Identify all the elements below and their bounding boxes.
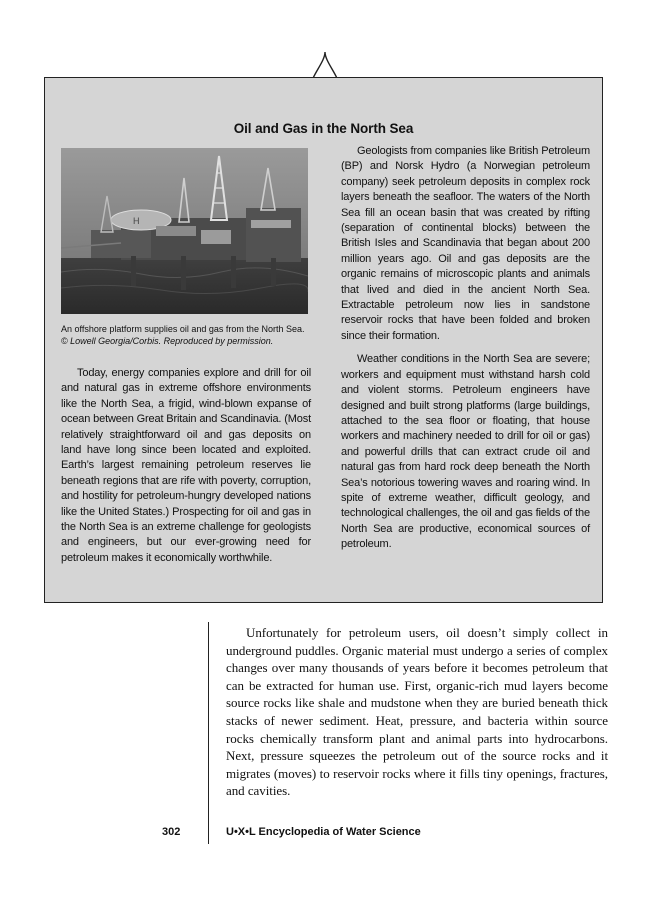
- sidebar-right-paragraph: Weather conditions in the North Sea are severe; workers and equipment must withstand harsh cold and violent storms. Petroleum engineers have designed and built strong platforms (large buildings, attached to the sea floor or floating, that house workers and machinery needed to drill for oil or gas) and powerful drills that can extract crude oil and natural gas from hard rock deep beneath the North Sea’s notorious towering waves and roaring wind. In spite of extreme weather, difficult geology, and technological challenges, the oil and gas fields of the North Sea are productive, economical sources of petroleum.: [341, 353, 590, 551]
- sidebar-right-column: [341, 144, 590, 561]
- caption-text: An offshore platform supplies oil and gas from the North Sea.: [61, 324, 305, 334]
- sidebar-title: Oil and Gas in the North Sea: [233, 121, 414, 136]
- sidebar-left-paragraph: Today, energy companies explore and drill for oil and natural gas in extreme offshore environments like the North Sea, a frigid, wind-blown expanse of ocean between Great Britain and Scandinavia. (Most relatively straightforward oil and gas deposits on land have long since been located and exploited. Earth’s largest remaining petroleum reserves lie beneath regions that are rife with poverty, corruption, and hostility for petroleum-hungry developed nations like the United States.) Prospecting for oil and gas in the North Sea is an extreme challenge for geologists and engineers, but our ever-growing need for petroleum makes it economically worthwhile.: [61, 367, 311, 564]
- footer-rule: [208, 822, 209, 844]
- margin-rule: [208, 622, 209, 840]
- svg-text:H: H: [133, 216, 140, 226]
- offshore-platform-photo: [61, 148, 308, 314]
- sidebar-left-column: [61, 366, 311, 574]
- sidebar-box: [44, 77, 603, 603]
- photo-caption: [61, 323, 311, 347]
- caption-credit: © Lowell Georgia/Corbis. Reproduced by permission.: [61, 336, 274, 346]
- main-paragraph: Unfortunately for petroleum users, oil doesn’t simply collect in underground puddles. Organic material must undergo a series of complex changes over many thousands of years before it becomes petroleum that can be extracted for human use. First, organic-rich mud layers become source rocks like shale and mudstone when they are buried beneath thick stacks of newer sediment. Heat, pressure, and bacteria within source rocks chemically transform plant and animal parts into hydrocarbons. Next, pressure squeezes the petroleum out of the source rocks and it migrates (moves) to reservoir rocks where it fills tiny openings, fractures, and cavities.: [226, 625, 608, 799]
- page-number: 302: [162, 826, 181, 838]
- sidebar-right-paragraph: Geologists from companies like British Petroleum (BP) and Norsk Hydro (a Norwegian petroleum company) seek petroleum deposits in complex rock layers beneath the seafloor. The waters of the North Sea fill an ocean basin that was created by rifting (separation of continental blocks) between the British Isles and Scandinavia that began about 200 million years ago. Oil and gas deposits are the organic remains of microscopic plants and animals that lived and died in the ancient North Sea. Extractable petroleum now lies in sandstone reservoir rocks that have been folded and broken since their formation.: [341, 145, 590, 342]
- running-title: U•X•L Encyclopedia of Water Science: [226, 826, 421, 838]
- main-body-text: [226, 624, 608, 800]
